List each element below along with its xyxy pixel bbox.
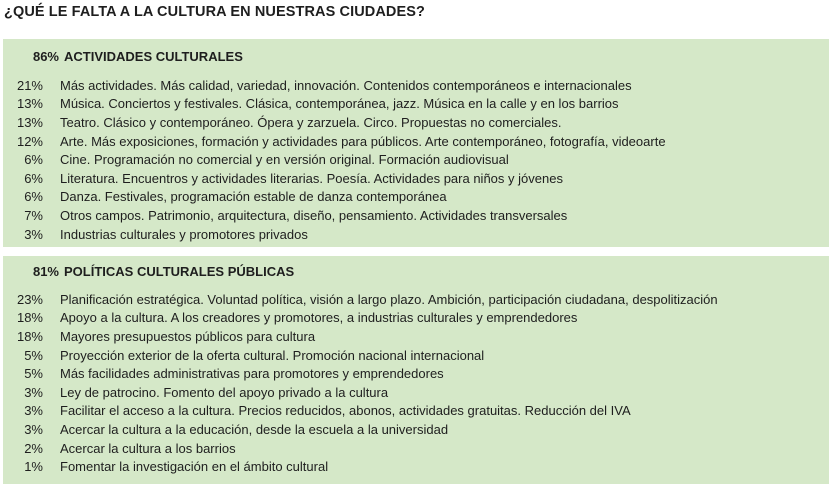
page-title: ¿QUÉ LE FALTA A LA CULTURA EN NUESTRAS CIUDADES? [4, 4, 425, 20]
item-percent: 3% [24, 226, 43, 242]
item-text: Acercar la cultura a la educación, desde la escuela a la universidad [60, 421, 449, 437]
list-item [3, 76, 829, 95]
list-item [3, 113, 829, 132]
list-item [3, 132, 829, 151]
section-header [3, 46, 829, 66]
item-text: Arte. Más exposiciones, formación y actividades para públicos. Arte contemporáneo, fotografía, videoarte [60, 133, 666, 149]
item-percent: 7% [24, 207, 43, 223]
item-percent: 2% [24, 440, 43, 456]
list-item [3, 364, 829, 383]
item-text: Planificación estratégica. Voluntad política, visión a largo plazo. Ambición, participación ciudadana, despolitización [60, 291, 718, 307]
item-text: Teatro. Clásico y contemporáneo. Ópera y zarzuela. Circo. Propuestas no comerciales. [60, 114, 562, 130]
item-text: Cine. Programación no comercial y en versión original. Formación audiovisual [60, 152, 509, 168]
item-text: Apoyo a la cultura. A los creadores y promotores, a industrias culturales y emprendedores [60, 310, 578, 326]
item-percent: 13% [16, 96, 43, 112]
list-item [3, 225, 829, 244]
section-header [3, 261, 829, 281]
item-percent: 3% [24, 403, 43, 419]
item-percent: 3% [24, 384, 43, 400]
section-heading: POLÍTICAS CULTURALES PÚBLICAS [64, 263, 295, 279]
item-percent: 18% [16, 310, 43, 326]
section-politicas-culturales [3, 256, 829, 484]
item-text: Industrias culturales y promotores privados [60, 226, 308, 242]
section-list [3, 76, 829, 243]
list-item [3, 188, 829, 207]
item-percent: 3% [24, 421, 43, 437]
list-item [3, 439, 829, 458]
item-text: Facilitar el acceso a la cultura. Precios reducidos, abonos, actividades gratuitas. Reducción del IVA [60, 403, 631, 419]
item-text: Literatura. Encuentros y actividades literarias. Poesía. Actividades para niños y jóvenes [60, 170, 563, 186]
item-text: Danza. Festivales, programación estable de danza contemporánea [60, 189, 447, 205]
item-percent: 21% [16, 77, 43, 93]
list-item [3, 150, 829, 169]
list-item [3, 309, 829, 328]
item-text: Otros campos. Patrimonio, arquitectura, diseño, pensamiento. Actividades transversales [60, 207, 568, 223]
item-percent: 5% [24, 366, 43, 382]
section-actividades-culturales [3, 39, 829, 247]
item-percent: 6% [24, 189, 43, 205]
item-text: Más facilidades administrativas para promotores y emprendedores [60, 366, 444, 382]
list-item [3, 420, 829, 439]
list-item [3, 327, 829, 346]
item-percent: 6% [24, 170, 43, 186]
item-text: Mayores presupuestos públicos para cultura [60, 328, 316, 344]
item-percent: 6% [24, 152, 43, 168]
item-percent: 12% [16, 133, 43, 149]
section-percent: 81% [32, 263, 59, 279]
list-item [3, 95, 829, 114]
item-percent: 5% [24, 347, 43, 363]
list-item [3, 290, 829, 309]
item-text: Ley de patrocino. Fomento del apoyo privado a la cultura [60, 384, 389, 400]
list-item [3, 346, 829, 365]
item-text: Proyección exterior de la oferta cultural. Promoción nacional internacional [60, 347, 485, 363]
item-percent: 23% [16, 291, 43, 307]
item-text: Más actividades. Más calidad, variedad, innovación. Contenidos contemporáneos e internacionales [60, 77, 632, 93]
item-percent: 18% [16, 328, 43, 344]
section-list [3, 290, 829, 476]
list-item [3, 169, 829, 188]
list-item [3, 206, 829, 225]
section-percent: 86% [32, 48, 59, 64]
item-text: Música. Conciertos y festivales. Clásica, contemporánea, jazz. Música en la calle y en los barrios [60, 96, 619, 112]
section-heading: ACTIVIDADES CULTURALES [64, 48, 243, 64]
item-text: Acercar la cultura a los barrios [60, 440, 236, 456]
list-item [3, 457, 829, 476]
item-text: Fomentar la investigación en el ámbito cultural [60, 459, 329, 475]
list-item [3, 402, 829, 421]
item-percent: 1% [24, 459, 43, 475]
item-percent: 13% [16, 114, 43, 130]
list-item [3, 383, 829, 402]
